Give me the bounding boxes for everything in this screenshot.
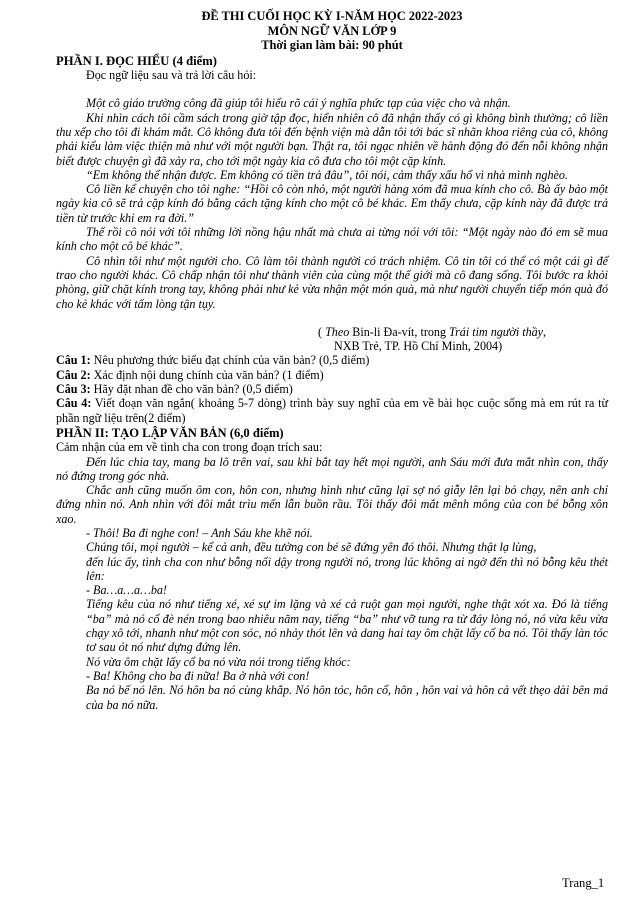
exam-header xyxy=(56,9,608,53)
reading-passage xyxy=(56,96,608,310)
passage-paragraph: Khi nhìn cách tôi cầm sách trong giờ tập đọc, hiển nhiên cô đã nhận thấy có gì không bình thường; cô liền thu xếp cho tôi đi khám mắt. Cô không đưa tôi đến bệnh viện mà dẫn tôi tới bác sĩ nhãn khoa riêng của cô, không phải kiểu làm việc thiện mà như với một người bạn. Thật ra, tôi ngạc nhiên về hành động đó đến nỗi không nhận biết được chuyện gì đã xảy ra, cho tới một ngày kia cô đưa cho tôi một cặp kính. xyxy=(56,110,608,168)
passage-source: ( Theo Bin-li Đa-vít, trong Trái tim người thầy, xyxy=(318,324,547,339)
excerpt-paragraph: Nó vừa ôm chặt lấy cổ ba nó vừa nói trong tiếng khóc: xyxy=(86,654,351,669)
excerpt-paragraph: đến lúc ấy, tình cha con như bỗng nổi dậy trong người nó, trong lúc không ai ngờ đến thì nó bỗng kêu thét lên: xyxy=(86,554,608,583)
question-item: Câu 4: Viết đoạn văn ngắn( khoảng 5-7 dòng) trình bày suy nghĩ của em về bài học cuộc sống mà em rút ra từ phần ngữ liệu trên(2 điểm) xyxy=(56,396,609,425)
part1-instruction: Đọc ngữ liệu sau và trả lời câu hỏi: xyxy=(86,68,257,83)
excerpt xyxy=(56,455,608,712)
excerpt-paragraph: Ba nó bế nó lên. Nó hôn ba nó cùng khắp. Nó hôn tóc, hôn cổ, hôn , hôn vai và hôn cả vết thẹo dài bên má của ba nó nữa. xyxy=(86,683,608,712)
part1-title: PHẦN I. ĐỌC HIỂU (4 điểm) xyxy=(56,53,217,68)
part2-instruction: Cảm nhận của em về tình cha con trong đoạn trích sau: xyxy=(56,440,323,455)
question-item: Câu 3: Hãy đặt nhan đề cho văn bản? (0,5 điểm) xyxy=(56,382,293,397)
passage-paragraph: Cô liền kể chuyện cho tôi nghe: “Hồi cô còn nhỏ, một người hàng xóm đã mua kính cho cô. Bà ấy bảo một ngày kia cô sẽ trả cặp kính đó bằng cách tặng kính cho một cô bé khác. Em thấy chưa, cặp kính này đã được trả tiền từ trước khi em ra đời.” xyxy=(56,182,608,225)
excerpt-paragraph: Chắc anh cũng muốn ôm con, hôn con, nhưng hình như cũng lại sợ nó giẫy lên lại bỏ chạy, nên anh chỉ đứng nhìn nó. Anh nhìn với đôi mắt trìu mến lẫn buồn rầu. Tôi thấy đôi mắt mênh mông của con bé bỗng xôn xao. xyxy=(56,483,608,526)
passage-paragraph: Thế rồi cô nói với tôi những lời nồng hậu nhất mà chưa ai từng nói với tôi: “Một ngày nào đó em sẽ mua kính cho một cô bé khác”. xyxy=(56,225,608,254)
question-item: Câu 2: Xác định nội dung chính của văn bản? (1 điểm) xyxy=(56,367,324,382)
passage-paragraph: “Em không thể nhận được. Em không có tiền trả đâu”, tôi nói, cảm thấy xấu hổ vì nhà mình nghèo. xyxy=(86,167,568,182)
page-number: Trang_1 xyxy=(562,876,605,890)
excerpt-dialogue: - Thôi! Ba đi nghe con! – Anh Sáu khe khẽ nói. xyxy=(86,525,313,540)
excerpt-dialogue: - Ba! Không cho ba đi nữa! Ba ở nhà với con! xyxy=(86,668,310,683)
passage-paragraph: Một cô giáo trường công đã giúp tôi hiểu rõ cái ý nghĩa phức tạp của việc cho và nhận. xyxy=(86,96,511,111)
exam-page xyxy=(56,9,608,712)
spacer xyxy=(56,82,608,96)
question-list xyxy=(56,353,608,424)
exam-duration: Thời gian làm bài: 90 phút xyxy=(261,38,403,53)
excerpt-dialogue: - Ba…a…a…ba! xyxy=(86,583,167,598)
part2-title: PHẦN II: TẠO LẬP VĂN BẢN (6,0 điểm) xyxy=(56,425,284,440)
spacer xyxy=(56,311,608,325)
excerpt-paragraph: Chúng tôi, mọi người – kể cả anh, đều tưởng con bé sẽ đứng yên đó thôi. Nhưng thật lạ lùng, xyxy=(86,540,537,555)
question-item: Câu 1: Nêu phương thức biểu đạt chính của văn bản? (0,5 điểm) xyxy=(56,353,370,368)
exam-subject: MÔN NGỮ VĂN LỚP 9 xyxy=(267,23,397,38)
passage-paragraph: Cô nhìn tôi như một người cho. Cô làm tôi thành người có trách nhiệm. Cô tin tôi có thể có một cái gì để trao cho người khác. Cô chấp nhận tôi như thành viên của cùng một thế giới mà cô đang sống. Tôi bước ra khỏi phòng, giữ chặt kính trong tay, không phải như kẻ vừa nhận một món quà, mà như người chuyển tiếp món quà đó cho kẻ khác với tấm lòng tận tụy. xyxy=(56,253,608,311)
excerpt-paragraph: Tiếng kêu của nó như tiếng xé, xé sự im lặng và xé cả ruột gan mọi người, nghe thật xót xa. Đó là tiếng “ba” mà nó cố đè nén trong bao nhiêu năm nay, tiếng “ba” như vỡ tung ra từ đáy lòng nó, nó vừa kêu vừa chạy xô tới, nhanh như một con sóc, nó nhảy thót lên và dang hai tay ôm chặt lấy cổ ba nó. Tôi thấy làn tóc tơ sau ót nó như dựng đứng lên. xyxy=(86,597,608,655)
exam-title: ĐỀ THI CUỐI HỌC KỲ I-NĂM HỌC 2022-2023 xyxy=(201,9,463,23)
excerpt-paragraph: Đến lúc chia tay, mang ba lô trên vai, sau khi bắt tay hết mọi người, anh Sáu mới đưa mắt nhìn con, thấy nó đứng trong góc nhà. xyxy=(56,454,608,483)
passage-source-publisher: NXB Trẻ, TP. Hồ Chí Minh, 2004) xyxy=(334,339,503,354)
